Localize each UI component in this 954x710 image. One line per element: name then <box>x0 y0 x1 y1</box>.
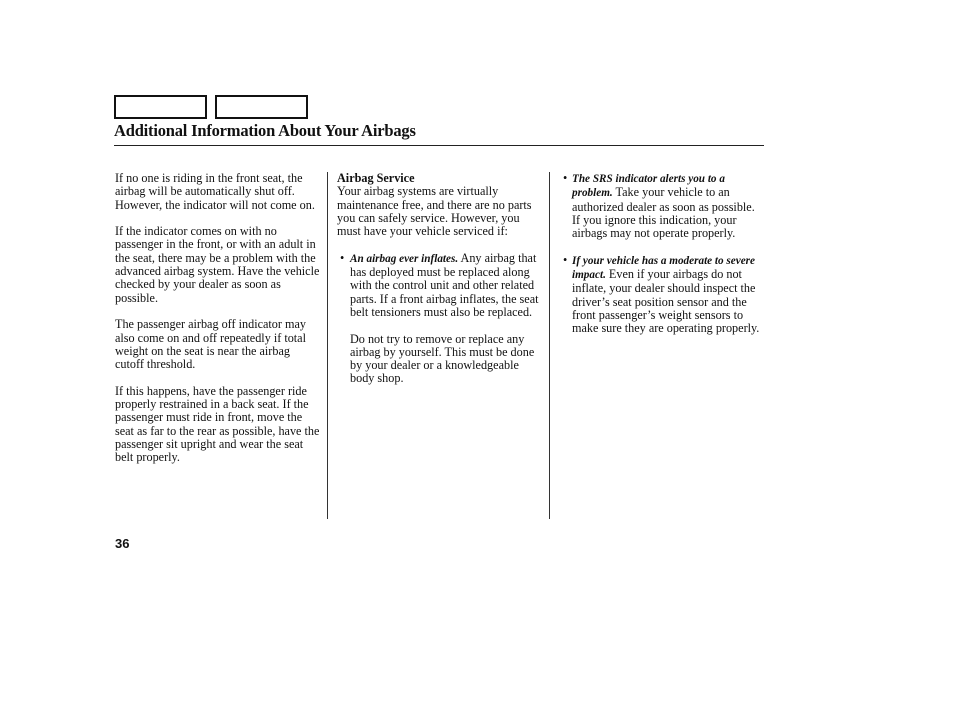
column-divider <box>549 172 550 519</box>
bullet-extra: Do not try to remove or replace any airbag by yourself. This must be done by your dealer or a knowledgeable body shop. <box>350 331 535 386</box>
page-title: Additional Information About Your Airbags <box>114 121 416 140</box>
nav-box-previous[interactable] <box>114 95 207 119</box>
bullet-body: Even if your airbags do not inflate, your dealer should inspect the driver’s seat position sensor and the front passenger’s weight sensors to make sure they are operating properly. <box>572 267 760 336</box>
bullet-lead: An airbag ever inflates. <box>350 252 459 265</box>
left-paragraph: If this happens, have the passenger ride properly restrained in a back seat. If the passenger must ride in front, move the seat as far to the rear as possible, have the passenger sit upright and wear the seat belt properly. <box>115 383 320 465</box>
left-paragraph: The passenger airbag off indicator may also come on and off repeatedly if total weight on the seat is near the airbag cutoff threshold. <box>115 317 306 372</box>
bullet-item <box>563 254 763 336</box>
bullet-item <box>563 172 763 240</box>
bullet-text <box>572 172 763 240</box>
bullet-body: Take your vehicle to an authorized dealer as soon as possible. If you ignore this indication, your airbags may not operate properly. <box>572 185 755 241</box>
airbag-service-intro: Your airbag systems are virtually maintenance free, and there are no parts you can safely service. However, you must have your vehicle serviced if: <box>337 184 532 239</box>
left-paragraph: If the indicator comes on with no passenger in the front, or with an adult in the seat, there may be a problem with the advanced airbag system. Have the vehicle checked by your dealer as soon as possible. <box>115 224 320 305</box>
bullet-item <box>337 252 543 386</box>
middle-column <box>337 172 543 399</box>
bullet-text <box>572 254 763 336</box>
bullet-text <box>350 252 543 319</box>
section-heading-airbag-service: Airbag Service <box>337 171 415 185</box>
bullet-icon: • <box>563 171 568 185</box>
left-column <box>115 172 321 478</box>
bullet-lead: The SRS indicator alerts you to a problem. <box>572 173 725 200</box>
right-column <box>563 172 763 349</box>
bullet-body: Any airbag that has deployed must be replaced along with the control unit and other related parts. If a front airbag inflates, the seat belt tensioners must also be replaced. <box>350 250 539 319</box>
bullet-icon: • <box>340 250 345 265</box>
bullet-lead: If your vehicle has a moderate to severe impact. <box>572 254 756 282</box>
nav-box-next[interactable] <box>215 95 308 119</box>
left-paragraph: If no one is riding in the front seat, the airbag will be automatically shut off. However, the indicator will not come on. <box>115 171 315 212</box>
bullet-icon: • <box>563 252 568 267</box>
column-divider <box>327 172 328 519</box>
title-rule <box>114 145 764 146</box>
page-number: 36 <box>115 536 130 551</box>
